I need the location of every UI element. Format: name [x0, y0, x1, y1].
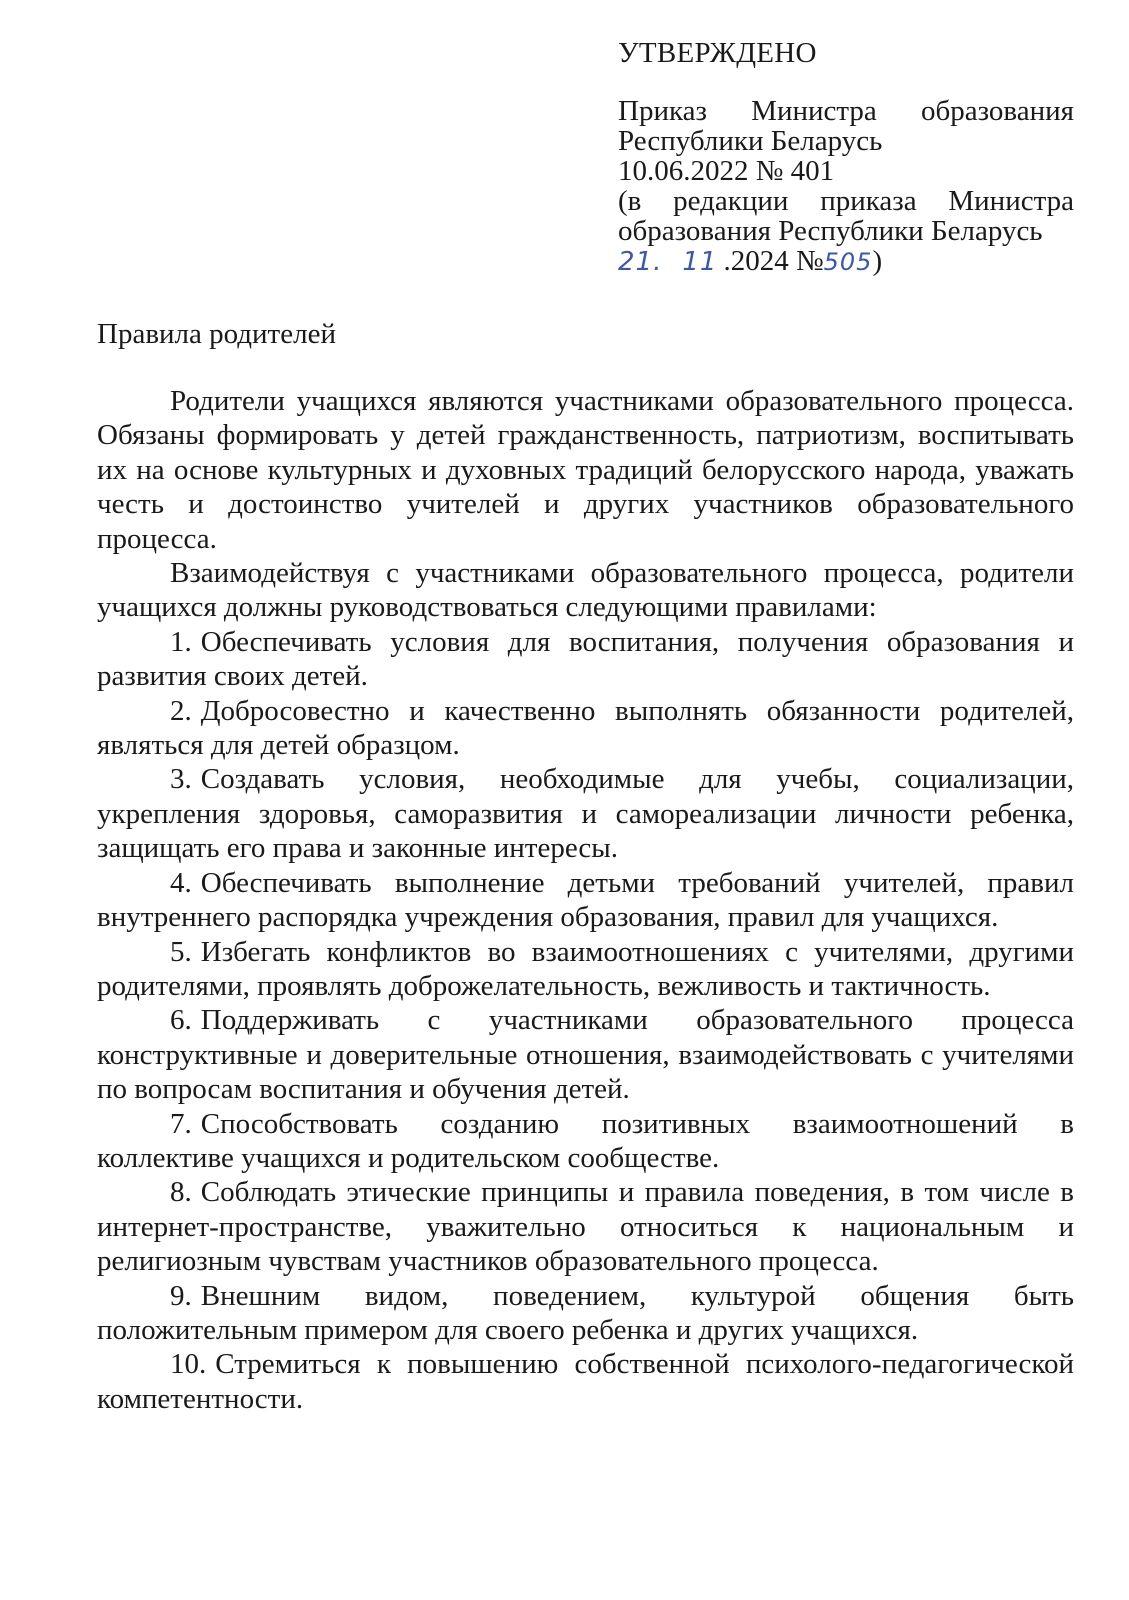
rule-number: 1. [170, 625, 192, 658]
rule-text: Избегать конфликтов во взаимоотношениях с учителями, другими родителями, проявлять доброжелательность, вежливость и тактичность. [97, 935, 1074, 1002]
rule-item [97, 935, 1074, 1004]
rule-number: 10. [170, 1348, 207, 1381]
amendment-year: .2024 № [723, 245, 824, 277]
rule-item [97, 762, 1074, 865]
rule-number: 4. [170, 866, 192, 899]
rule-item [97, 1347, 1074, 1416]
rule-item [97, 1003, 1074, 1106]
intro-paragraph: Родители учащихся являются участниками образовательного процесса. Обязаны формировать у детей гражданственность, патриотизм, воспитывать их на основе культурных и духовных традиций белорусского народа, уважать честь и достоинство учителей и других участников образовательного процесса. [97, 385, 1074, 555]
order-date-number: 10.06.2022 № 401 [618, 155, 835, 187]
handwritten-day: 21. [618, 247, 663, 277]
order-line-1: Приказ Министра образования [618, 95, 1074, 127]
handwritten-order-number: 505 [823, 248, 873, 276]
rule-text: Создавать условия, необходимые для учебы, социализации, укрепления здоровья, саморазвития и самореализации личности ребенка, защищать его права и законные интересы. [97, 763, 1074, 865]
rule-text: Внешним видом, поведением, культурой общения быть положительным примером для своего ребенка и других учащихся. [97, 1279, 1074, 1346]
handwritten-month: 11 [682, 247, 718, 277]
rule-number: 2. [170, 694, 192, 727]
rule-text: Стремиться к повышению собственной психолого-педагогической компетентности. [97, 1348, 1074, 1415]
rule-item [97, 1175, 1074, 1278]
rule-number: 3. [170, 763, 192, 796]
rule-text: Обеспечивать выполнение детьми требований учителей, правил внутреннего распорядка учреждения образования, правил для учащихся. [97, 866, 1074, 934]
rule-item [97, 694, 1074, 763]
document-title: Правила родителей [97, 318, 336, 350]
rule-number: 8. [170, 1176, 192, 1209]
document-body [97, 384, 1074, 1416]
rule-item [97, 625, 1074, 694]
rule-text: Поддерживать с участниками образовательного процесса конструктивные и доверительные отношения, взаимодействовать с учителями по вопросам воспитания и обучения детей. [97, 1004, 1074, 1106]
rule-item [97, 1279, 1074, 1348]
approved-heading: УТВЕРЖДЕНО [618, 37, 817, 69]
order-line-2: Республики Беларусь [618, 125, 883, 157]
rule-text: Добросовестно и качественно выполнять обязанности родителей, являться для детей образцом. [97, 694, 1074, 762]
approval-stamp-block [618, 38, 1074, 277]
rule-number: 6. [170, 1004, 192, 1037]
rule-text: Способствовать созданию позитивных взаимоотношений в коллективе учащихся и родительском сообществе. [97, 1107, 1074, 1174]
amendment-date-line [618, 246, 1074, 277]
rule-number: 5. [170, 935, 192, 968]
amendment-line-1: (в редакции приказа Министра [618, 185, 1074, 217]
rule-text: Обеспечивать условия для воспитания, получения образования и развития своих детей. [97, 625, 1074, 693]
rules-list [97, 625, 1074, 1416]
rule-text: Соблюдать этические принципы и правила поведения, в том числе в интернет-пространстве, уважительно относиться к национальным и религиозным чувствам участников образовательного процесса. [97, 1176, 1074, 1278]
rule-number: 9. [170, 1279, 192, 1312]
rule-number: 7. [170, 1107, 192, 1140]
amendment-close-paren: ) [872, 245, 883, 277]
rules-intro-paragraph: Взаимодействуя с участниками образовательного процесса, родители учащихся должны руководствоваться следующими правилами: [97, 557, 1074, 624]
amendment-line-2: образования Республики Беларусь [618, 215, 1043, 247]
rule-item [97, 1107, 1074, 1176]
rule-item [97, 866, 1074, 935]
